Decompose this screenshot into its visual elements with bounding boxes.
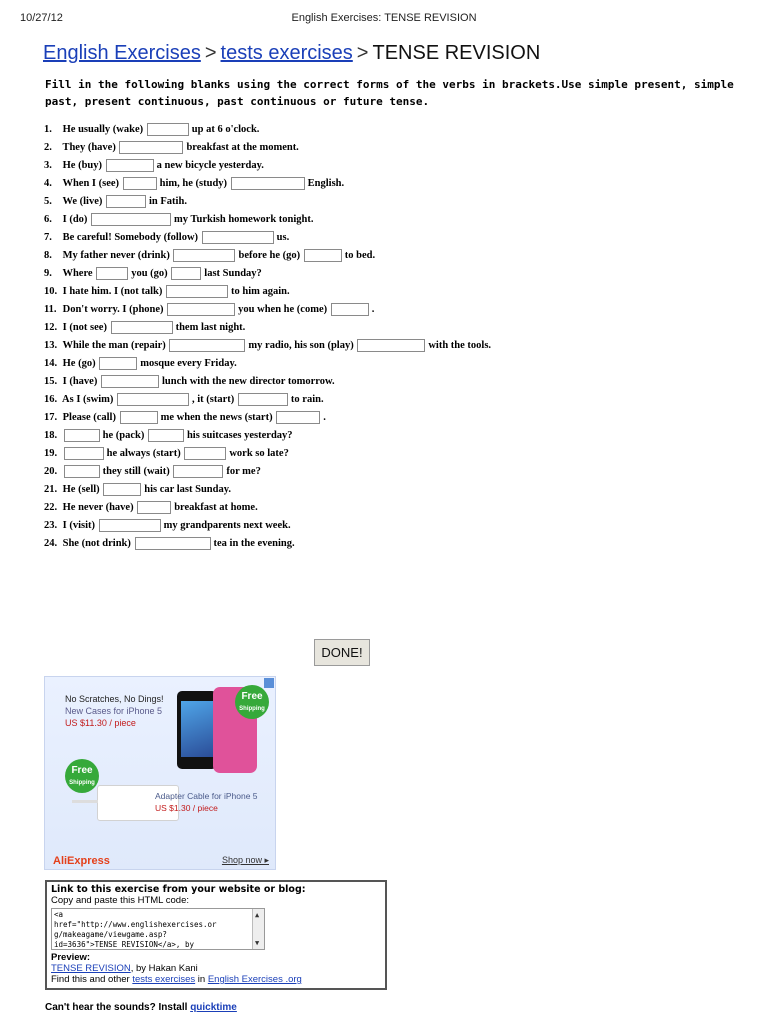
ad-price: US $1.30 / piece [155,803,218,813]
question-text: He (buy) [62,160,102,171]
question-text: breakfast at the moment. [186,142,299,153]
answer-input[interactable] [99,519,161,532]
question-text: my grandparents next week. [163,520,291,531]
question-3 [44,157,564,175]
question-number: 12. [44,322,58,333]
print-title: English Exercises: TENSE REVISION [291,12,477,24]
answer-input[interactable] [106,159,154,172]
question-number: 21. [44,484,58,495]
question-number: 9. [44,268,52,279]
question-text: they still (wait) [102,466,170,477]
question-text: a new bicycle yesterday. [156,160,264,171]
question-text: you (go) [131,268,168,279]
answer-input[interactable] [119,141,183,154]
question-text: lunch with the new director tomorrow. [161,376,335,387]
question-text: in Fatih. [149,196,187,207]
question-text: , it (start) [192,394,235,405]
question-15 [44,373,564,391]
embed-code-textarea[interactable] [51,908,265,950]
question-17 [44,409,564,427]
sound-notice [45,1002,237,1013]
answer-input[interactable] [120,411,158,424]
question-text: Be careful! Somebody (follow) [62,232,199,243]
tests-exercises-link[interactable]: tests exercises [132,974,196,985]
question-text: mosque every Friday. [140,358,237,369]
answer-input[interactable] [148,429,184,442]
question-text: They (have) [62,142,116,153]
question-20 [44,463,564,481]
scroll-up-icon[interactable]: ▲ [255,911,260,919]
question-24 [44,535,564,553]
breadcrumb [43,42,540,65]
question-8 [44,247,564,265]
question-text: last Sunday? [204,268,262,279]
question-text: you when he (come) [238,304,328,315]
question-text: Where [62,268,93,279]
question-14 [44,355,564,373]
question-text: before he (go) [238,250,301,261]
question-18 [44,427,564,445]
question-text: As I (swim) [62,394,114,405]
answer-input[interactable] [167,303,235,316]
question-1 [44,121,564,139]
question-13 [44,337,564,355]
free-sub-label: Shipping [239,706,265,712]
question-text: to bed. [344,250,376,261]
question-number: 18. [44,430,58,441]
question-text: I (do) [62,214,88,225]
aliexpress-logo: AliExpress [53,855,110,867]
question-text: breakfast at home. [174,502,258,513]
question-7 [44,229,564,247]
answer-input[interactable] [96,267,128,280]
find-mid: in [195,974,208,985]
share-title: Link to this exercise from your website or blog: [51,884,306,895]
question-text: he always (start) [106,448,181,459]
preview-link[interactable]: TENSE REVISION [51,963,131,974]
question-number: 8. [44,250,52,261]
question-number: 19. [44,448,58,459]
breadcrumb-separator: > [204,42,217,64]
answer-input[interactable] [117,393,189,406]
shop-now-link[interactable]: Shop now ▸ [221,855,269,865]
question-text: him, he (study) [159,178,228,189]
embed-code-text: <a href="http://www.englishexercises.or g/makeagame/viewgame.asp? id=3636">TENSE REVISION</a>, by [54,910,217,949]
question-text: I hate him. I (not talk) [62,286,163,297]
question-text: While the man (repair) [62,340,166,351]
question-6 [44,211,564,229]
ad-choices-icon[interactable] [264,678,274,688]
instructions: Fill in the following blanks using the correct forms of the verbs in brackets.Use simple present, simple past, present continuous, past continuous or future tense. [45,78,734,108]
question-text: his car last Sunday. [144,484,232,495]
question-text: with the tools. [428,340,492,351]
answer-input[interactable] [276,411,320,424]
answer-input[interactable] [184,447,226,460]
question-number: 17. [44,412,58,423]
preview-author: , by Hakan Kani [130,963,198,974]
question-2 [44,139,564,157]
question-number: 4. [44,178,52,189]
question-number: 7. [44,232,52,243]
question-number: 16. [44,394,58,405]
question-11 [44,301,564,319]
question-5 [44,193,564,211]
answer-input[interactable] [166,285,228,298]
question-9 [44,265,564,283]
question-text: for me? [226,466,261,477]
answer-input[interactable] [135,537,211,550]
question-text: English. [307,178,345,189]
question-text: . [323,412,326,423]
question-text: He (sell) [62,484,100,495]
question-number: 14. [44,358,58,369]
question-text: to rain. [290,394,324,405]
question-number: 3. [44,160,52,171]
answer-input[interactable] [169,339,245,352]
preview-label: Preview: [51,952,91,963]
question-text: My father never (drink) [62,250,170,261]
question-10 [44,283,564,301]
question-number: 24. [44,538,58,549]
question-text: to him again. [231,286,290,297]
scroll-down-icon[interactable]: ▼ [255,939,260,947]
print-date: 10/27/12 [20,12,63,24]
question-text: He (go) [62,358,96,369]
question-number: 22. [44,502,58,513]
question-text: When I (see) [62,178,120,189]
question-number: 6. [44,214,52,225]
share-subtitle: Copy and paste this HTML code: [51,895,189,906]
breadcrumb-current: TENSE REVISION [372,42,541,64]
answer-input[interactable] [331,303,369,316]
question-text: me when the news (start) [160,412,273,423]
ad-product-text: Adapter Cable for iPhone 5 [155,791,258,801]
advertisement-banner[interactable] [44,676,276,870]
question-text: I (have) [62,376,98,387]
textarea-scrollbar[interactable] [252,909,264,949]
question-text: . [371,304,375,315]
question-text: tea in the evening. [213,538,295,549]
question-text: Please (call) [62,412,116,423]
answer-input[interactable] [202,231,274,244]
question-text: We (live) [62,196,103,207]
answer-input[interactable] [137,501,171,514]
question-23 [44,517,564,535]
answer-input[interactable] [64,447,104,460]
ad-price: US $11.30 / piece [65,718,136,728]
question-text: us. [276,232,290,243]
free-shipping-badge [65,759,99,793]
answer-input[interactable] [304,249,342,262]
free-sub-label: Shipping [69,780,95,786]
question-21 [44,481,564,499]
question-number: 10. [44,286,58,297]
question-text: my radio, his son (play) [248,340,354,351]
question-text: Don't worry. I (phone) [62,304,164,315]
answer-input[interactable] [91,213,171,226]
question-22 [44,499,564,517]
question-text: work so late? [229,448,289,459]
question-number: 1. [44,124,52,135]
question-text: up at 6 o'clock. [191,124,260,135]
preview-line [51,963,381,974]
share-link-box [45,880,387,990]
question-text: She (not drink) [62,538,131,549]
question-text: them last night. [175,322,246,333]
answer-input[interactable] [173,249,235,262]
sound-prefix: Can't hear the sounds? Install [45,1002,191,1013]
answer-input[interactable] [173,465,223,478]
question-12 [44,319,564,337]
answer-input[interactable] [101,375,159,388]
question-number: 11. [44,304,57,315]
english-exercises-link[interactable]: English Exercises .org [207,974,302,985]
question-text: I (visit) [62,520,95,531]
breadcrumb-home-link[interactable]: English Exercises [43,42,201,64]
question-text: He usually (wake) [62,124,144,135]
question-number: 20. [44,466,58,477]
question-list [44,121,564,553]
question-number: 13. [44,340,58,351]
answer-input[interactable] [147,123,189,136]
question-text: He never (have) [62,502,134,513]
answer-input[interactable] [357,339,425,352]
answer-input[interactable] [171,267,201,280]
answer-input[interactable] [231,177,305,190]
find-prefix: Find this and other [51,974,133,985]
phone-image [177,691,217,769]
ad-product-text: New Cases for iPhone 5 [65,706,163,716]
answer-input[interactable] [64,465,100,478]
question-number: 5. [44,196,52,207]
question-16 [44,391,564,409]
question-text: he (pack) [102,430,145,441]
quicktime-link[interactable]: quicktime [190,1002,237,1013]
question-number: 23. [44,520,58,531]
question-text: my Turkish homework tonight. [174,214,314,225]
breadcrumb-separator: > [356,42,369,64]
question-19 [44,445,564,463]
answer-input[interactable] [106,195,146,208]
free-label: Free [241,691,263,702]
question-number: 15. [44,376,58,387]
question-4 [44,175,564,193]
answer-input[interactable] [123,177,157,190]
answer-input[interactable] [238,393,288,406]
answer-input[interactable] [64,429,100,442]
question-number: 2. [44,142,52,153]
answer-input[interactable] [99,357,137,370]
find-line [51,974,381,985]
ad-headline: No Scratches, No Dings! [65,694,164,704]
free-label: Free [71,765,93,776]
breadcrumb-section-link[interactable]: tests exercises [220,42,353,64]
answer-input[interactable] [103,483,141,496]
free-shipping-badge [235,685,269,719]
answer-input[interactable] [111,321,173,334]
question-text: I (not see) [62,322,107,333]
question-text: his suitcases yesterday? [186,430,293,441]
done-button[interactable]: DONE! [314,639,370,666]
